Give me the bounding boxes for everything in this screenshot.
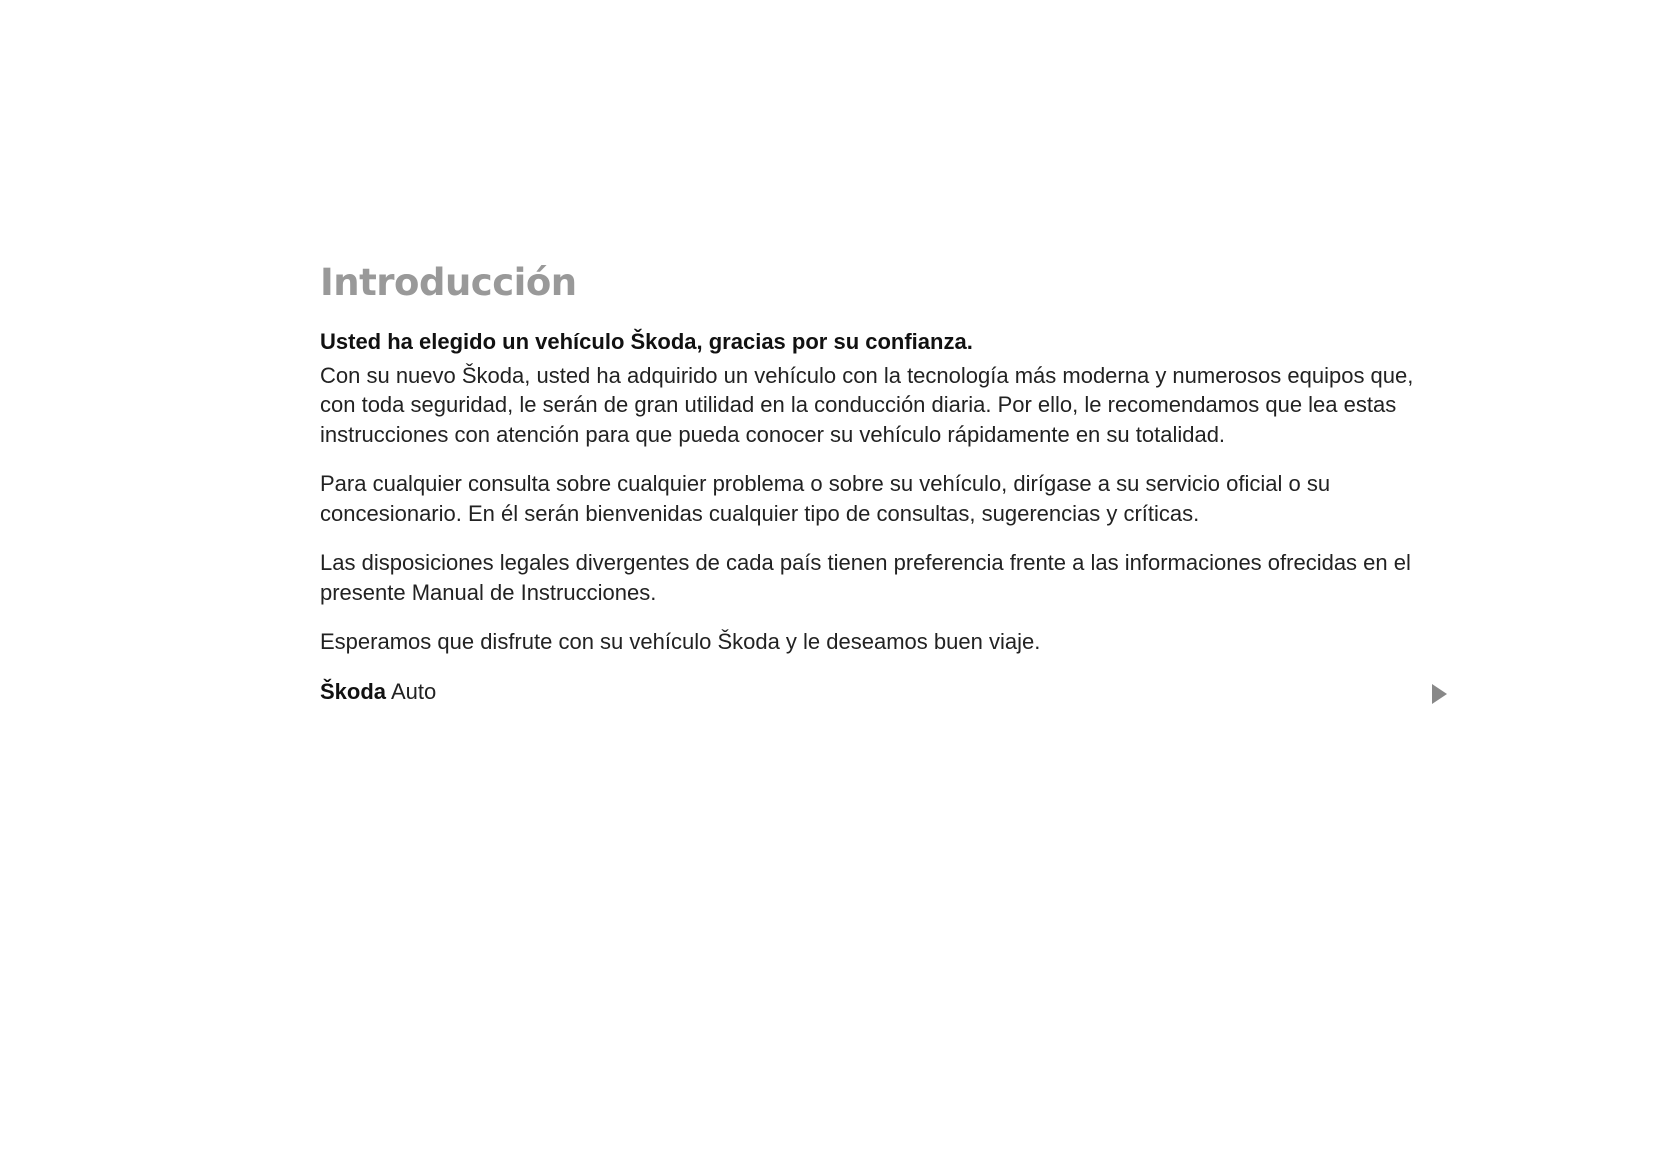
signature: [320, 677, 1430, 707]
triangle-right-icon[interactable]: [1432, 684, 1447, 704]
page-title: Introducción: [320, 261, 577, 304]
paragraph-contact: Para cualquier consulta sobre cualquier problema o sobre su vehículo, dirígase a su servicio oficial o su concesionario. En él serán bienvenidas cualquier tipo de consultas, sugerencias y críticas.: [320, 471, 1331, 526]
signature-suffix: Auto: [390, 678, 437, 704]
paragraph-legal: Las disposiciones legales divergentes de cada país tienen preferencia frente a las informaciones ofrecidas en el presente Manual de Instrucciones.: [320, 550, 1411, 605]
signature-brand: Škoda: [320, 678, 387, 704]
paragraph-intro: Con su nuevo Škoda, usted ha adquirido un vehículo con la tecnología más moderna y numerosos equipos que, con toda seguridad, le serán de gran utilidad en la conducción diaria. Por ello, le recomendamos que lea estas instrucciones con atención para que pueda conocer su vehículo rápidamente en su totalidad.: [320, 362, 1414, 447]
lead-sentence: Usted ha elegido un vehículo Škoda, gracias por su confianza.: [320, 328, 973, 354]
paragraph-closing: Esperamos que disfrute con su vehículo Škoda y le deseamos buen viaje.: [320, 629, 1041, 655]
document-page: [320, 262, 1430, 707]
